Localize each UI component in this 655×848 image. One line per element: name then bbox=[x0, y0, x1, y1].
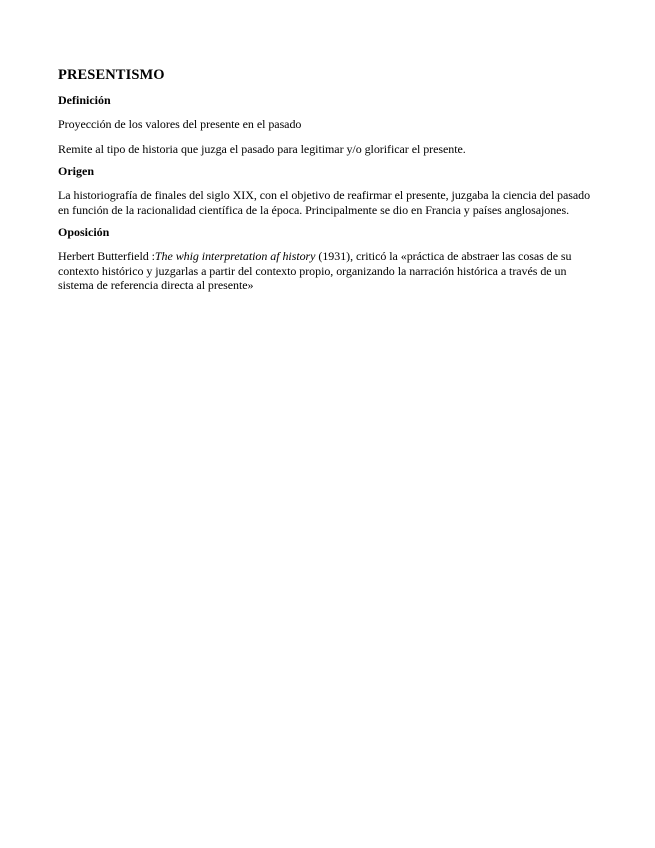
oposicion-work-title: The whig interpretation af history bbox=[154, 249, 316, 263]
heading-origen: Origen bbox=[58, 164, 94, 178]
oposicion-paragraph bbox=[58, 249, 603, 293]
definicion-paragraph-2: Remite al tipo de historia que juzga el pasado para legitimar y/o glorificar el presente. bbox=[58, 141, 466, 156]
heading-definicion: Definición bbox=[58, 93, 111, 107]
document-page bbox=[58, 66, 603, 302]
oposicion-text: (1931), criticó la «práctica de abstraer las cosas de su contexto histórico y juzgarlas a partir del contexto propio, organizando la narración histórica a través de un sistema de referencia directa al presente» bbox=[58, 249, 572, 292]
origen-paragraph: La historiografía de finales del siglo XIX, con el objetivo de reafirmar el presente, juzgaba la ciencia del pasado en función de la racionalidad científica de la época. Principalmente se dio en Francia y países anglosajones. bbox=[58, 188, 591, 217]
document-title: PRESENTISMO bbox=[58, 67, 165, 83]
definicion-paragraph-1: Proyección de los valores del presente en el pasado bbox=[58, 117, 302, 131]
oposicion-author: Herbert Butterfield : bbox=[58, 249, 155, 263]
heading-oposicion: Oposición bbox=[58, 225, 110, 239]
